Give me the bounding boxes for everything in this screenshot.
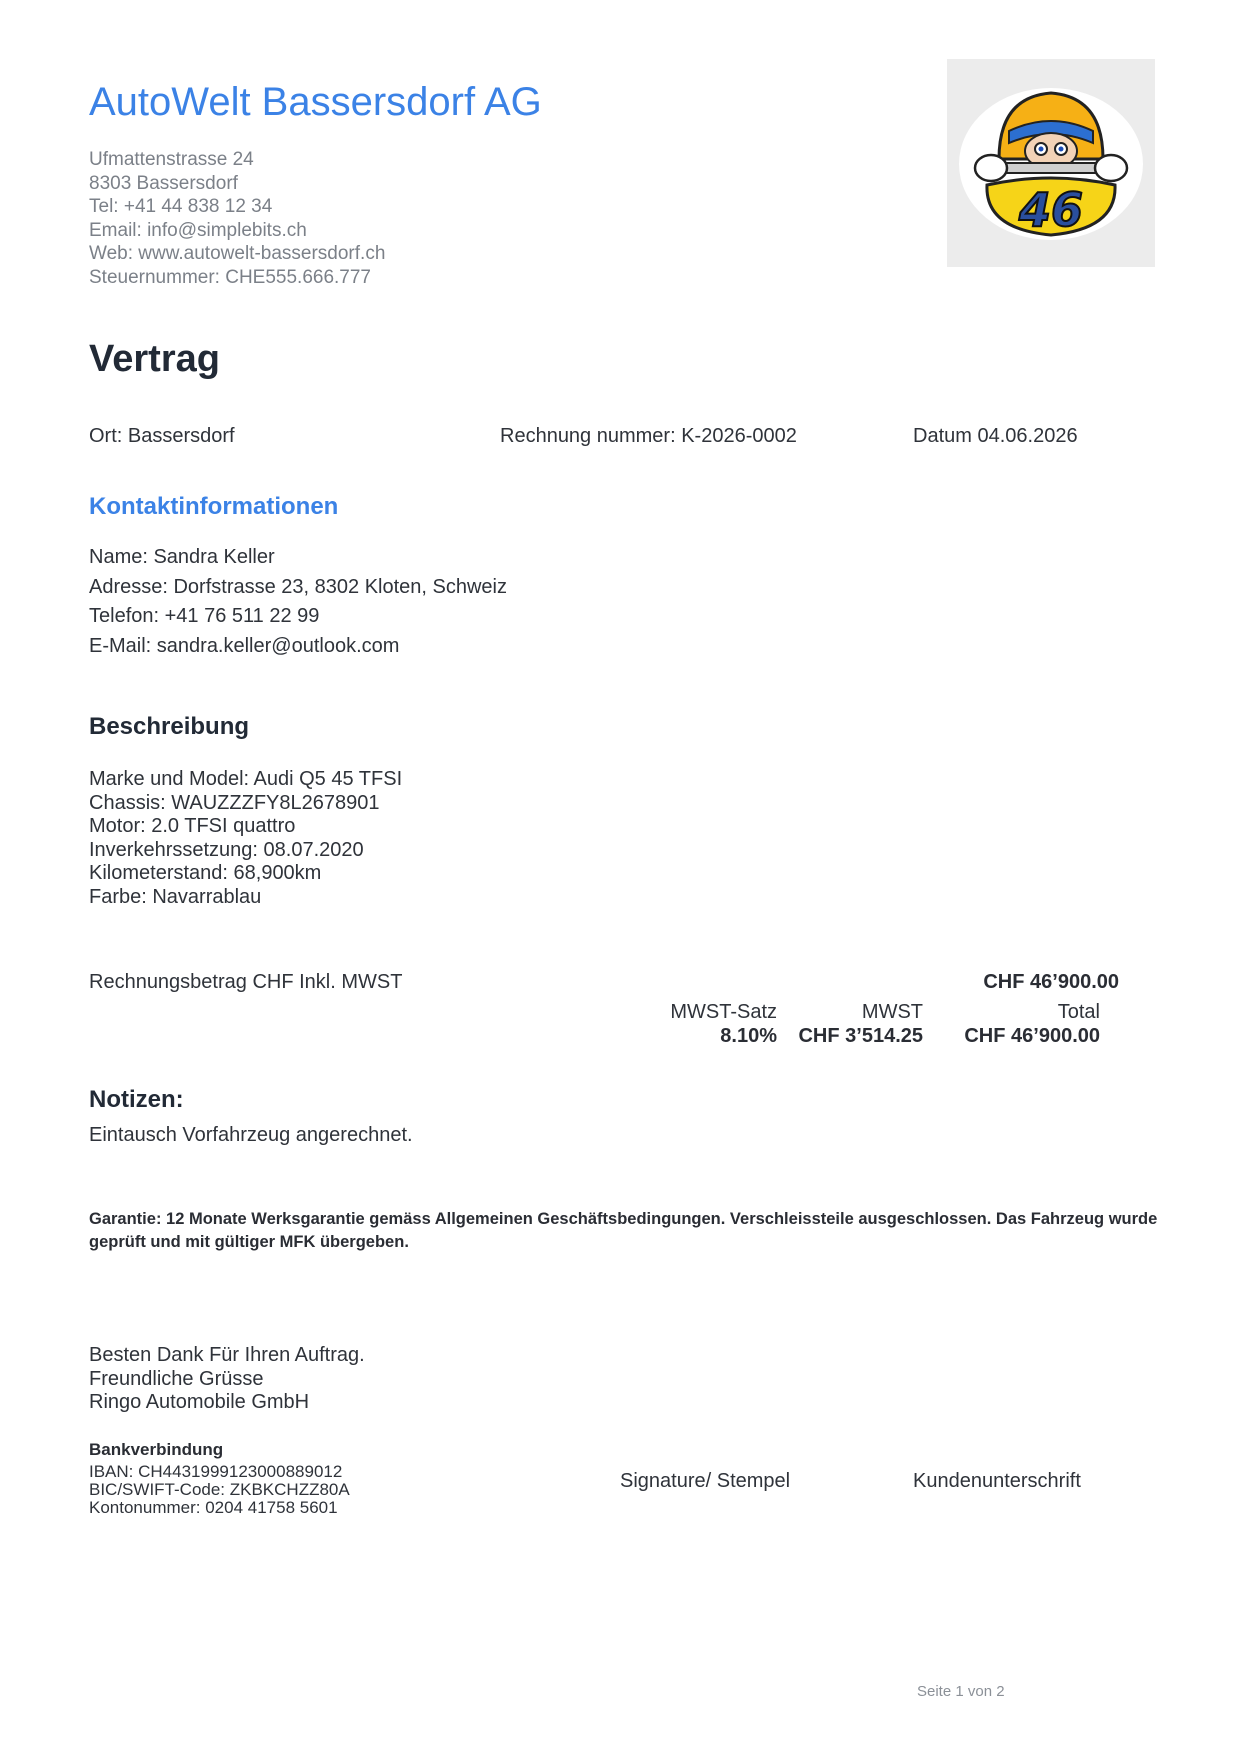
vehicle-model: Marke und Model: Audi Q5 45 TFSI — [89, 768, 403, 790]
company-city: 8303 Bassersdorf — [89, 172, 238, 194]
contact-heading: Kontaktinformationen — [89, 493, 339, 520]
closing-block — [89, 1344, 365, 1415]
helmet-46-logo-icon — [947, 59, 1155, 267]
signature-stamp-label: Signature/ Stempel — [620, 1470, 791, 1492]
company-email: Email: info@simplebits.ch — [89, 219, 307, 241]
notes-heading: Notizen: — [89, 1086, 184, 1113]
company-tax-number: Steuernummer: CHE555.666.777 — [89, 266, 371, 288]
document-location: Ort: Bassersdorf — [89, 425, 235, 447]
document-date: Datum 04.06.2026 — [913, 425, 1078, 447]
vehicle-registration: Inverkehrssetzung: 08.07.2020 — [89, 838, 364, 861]
company-street: Ufmattenstrasse 24 — [89, 149, 254, 170]
vat-amount-value: CHF 3’514.25 — [798, 1025, 923, 1047]
closing-greeting: Freundliche Grüsse — [89, 1367, 264, 1390]
company-logo — [947, 59, 1155, 267]
invoice-amount-value: CHF 46’900.00 — [983, 971, 1119, 993]
company-address-block — [89, 148, 385, 290]
company-phone: Tel: +41 44 838 12 34 — [89, 196, 273, 218]
company-name: AutoWelt Bassersdorf AG — [89, 80, 542, 124]
closing-company: Ringo Automobile GmbH — [89, 1391, 310, 1413]
vehicle-mileage: Kilometerstand: 68,900km — [89, 862, 322, 884]
bank-bic: BIC/SWIFT-Code: ZKBKCHZZ80A — [89, 1480, 350, 1499]
total-header: Total — [1057, 1001, 1100, 1023]
bank-heading: Bankverbindung — [89, 1440, 224, 1459]
vehicle-color: Farbe: Navarrablau — [89, 885, 262, 908]
invoice-number: Rechnung nummer: K-2026-0002 — [500, 425, 797, 447]
invoice-amount-label: Rechnungsbetrag CHF Inkl. MWST — [89, 971, 403, 993]
contact-email: E-Mail: sandra.keller@outlook.com — [89, 634, 400, 657]
vehicle-engine: Motor: 2.0 TFSI quattro — [89, 815, 296, 837]
warranty-text: Garantie: 12 Monate Werksgarantie gemäss Allgemeinen Geschäftsbedingungen. Verschleissteile ausgeschlossen. Das Fahrzeug wurde geprüft und mit gültiger MFK übergeben. — [89, 1210, 1158, 1251]
closing-thanks: Besten Dank Für Ihren Auftrag. — [89, 1344, 365, 1366]
vat-rate-value: 8.10% — [720, 1025, 777, 1047]
document-title: Vertrag — [89, 338, 220, 380]
bank-details — [89, 1463, 350, 1517]
notes-text: Eintausch Vorfahrzeug angerechnet. — [89, 1124, 413, 1146]
vat-rate-header: MWST-Satz — [670, 1001, 777, 1023]
description-heading: Beschreibung — [89, 713, 250, 740]
contact-address: Adresse: Dorfstrasse 23, 8302 Kloten, Schweiz — [89, 575, 507, 598]
vat-header: MWST — [861, 1001, 923, 1023]
company-web: Web: www.autowelt-bassersdorf.ch — [89, 243, 386, 265]
contact-block — [89, 543, 507, 661]
contact-phone: Telefon: +41 76 511 22 99 — [89, 605, 320, 627]
total-amount-value: CHF 46’900.00 — [964, 1025, 1100, 1047]
customer-signature-label: Kundenunterschrift — [913, 1470, 1081, 1492]
vehicle-description — [89, 768, 402, 909]
contact-name: Name: Sandra Keller — [89, 546, 275, 568]
logo-number: 46 — [1018, 183, 1084, 237]
bank-account-number: Kontonummer: 0204 41758 5601 — [89, 1498, 338, 1517]
page-number: Seite 1 von 2 — [917, 1683, 1005, 1700]
vehicle-chassis: Chassis: WAUZZZFY8L2678901 — [89, 791, 380, 814]
bank-iban: IBAN: CH4431999123000889012 — [89, 1462, 343, 1481]
